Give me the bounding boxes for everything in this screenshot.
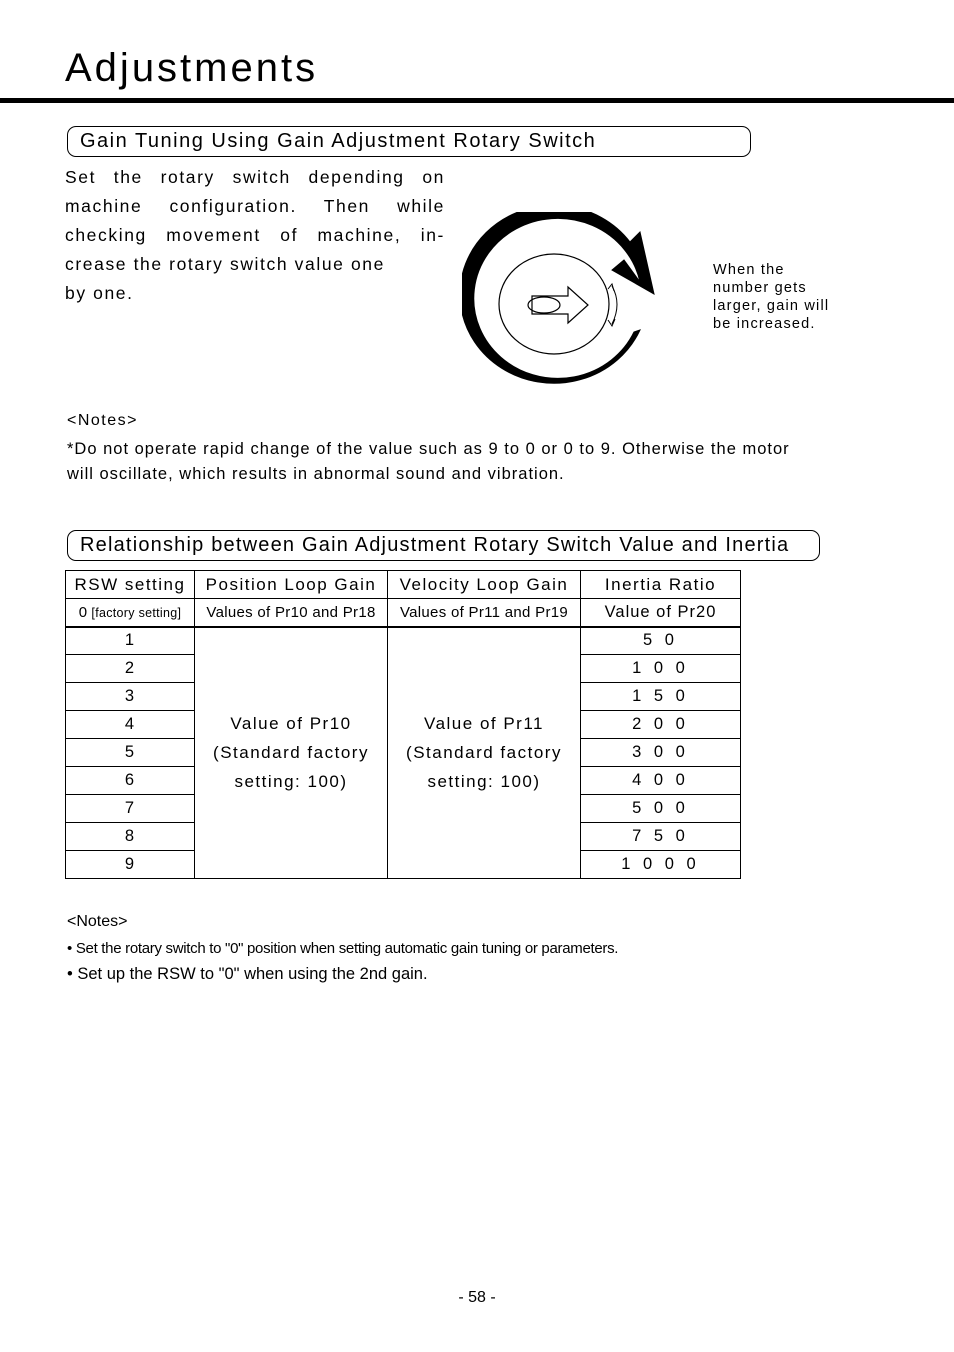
rsw-cell: 9	[66, 851, 195, 879]
intro-line-text: checking movement of machine, in-	[65, 225, 445, 245]
intro-line	[65, 192, 445, 221]
table-row	[66, 599, 741, 627]
rsw-cell: 2	[66, 655, 195, 683]
inertia-cell: 2 0 0	[581, 711, 741, 739]
dial-note-line: number gets	[713, 280, 807, 296]
rotation-double-arrow-icon	[612, 286, 617, 324]
merged-line: (Standard factory	[213, 743, 369, 763]
header-inertia-ratio: Inertia Ratio	[581, 571, 741, 599]
merged-line: setting: 100)	[427, 772, 541, 792]
header-rsw-setting: RSW setting	[66, 571, 195, 599]
inertia-cell: 1 0 0	[581, 655, 741, 683]
dial-note-line: larger, gain will	[713, 298, 830, 314]
rsw-cell: 7	[66, 795, 195, 823]
rsw-cell: 6	[66, 767, 195, 795]
gain-inertia-table	[65, 570, 741, 879]
rsw-cell: 4	[66, 711, 195, 739]
inertia-cell: 1 5 0	[581, 683, 741, 711]
section-heading-relationship: Relationship between Gain Adjustment Rotary Switch Value and Inertia	[67, 530, 820, 561]
notes-line: will oscillate, which results in abnormal sound and vibration.	[67, 465, 565, 483]
factory-setting-note: [factory setting]	[91, 605, 182, 620]
table-header-row	[66, 571, 741, 599]
inertia-cell: 5 0 0	[581, 795, 741, 823]
intro-line: crease the rotary switch value one	[65, 254, 385, 274]
rsw-cell: 1	[66, 627, 195, 655]
intro-line	[65, 221, 445, 250]
notes-line: *Do not operate rapid change of the value such as 9 to 0 or 0 to 9. Otherwise the motor	[67, 440, 790, 458]
intro-line-text: Set the rotary switch depending on	[65, 167, 445, 187]
inertia-cell: Value of Pr20	[581, 599, 741, 627]
merged-line: Value of Pr10	[230, 714, 352, 734]
position-merged-cell	[195, 627, 388, 879]
rsw-cell: 5	[66, 739, 195, 767]
rsw-cell: 8	[66, 823, 195, 851]
dial-note-line: When the	[713, 262, 785, 278]
velocity-merged-cell	[388, 627, 581, 879]
header-velocity-loop-gain: Velocity Loop Gain	[388, 571, 581, 599]
intro-text	[65, 163, 445, 308]
merged-line: Value of Pr11	[424, 714, 544, 734]
notes-heading: <Notes>	[67, 412, 138, 429]
rotary-switch-diagram	[462, 212, 662, 387]
inertia-cell: 3 0 0	[581, 739, 741, 767]
position-cell: Values of Pr10 and Pr18	[195, 599, 388, 627]
title-rule	[0, 98, 954, 103]
merged-line: (Standard factory	[406, 743, 562, 763]
page-number: - 58 -	[458, 1289, 496, 1306]
rsw-value: 0	[78, 603, 88, 621]
notes-line: • Set up the RSW to "0" when using the 2nd gain.	[67, 965, 428, 983]
intro-line: by one.	[65, 283, 134, 303]
header-position-loop-gain: Position Loop Gain	[195, 571, 388, 599]
intro-line-text: machine configuration. Then while	[65, 196, 445, 216]
section-heading-gain-tuning: Gain Tuning Using Gain Adjustment Rotary Switch	[67, 126, 751, 157]
notes-line: • Set the rotary switch to "0" position when setting automatic gain tuning or parameters.	[67, 940, 619, 957]
inertia-cell: 7 5 0	[581, 823, 741, 851]
notes-heading: <Notes>	[67, 913, 128, 930]
rotation-arrowhead-top	[608, 284, 614, 291]
rsw-cell	[66, 599, 195, 627]
intro-line	[65, 163, 445, 192]
rsw-cell: 3	[66, 683, 195, 711]
merged-line: setting: 100)	[234, 772, 348, 792]
page-title: Adjustments	[65, 46, 319, 90]
table-row	[66, 627, 741, 655]
inertia-cell: 1 0 0 0	[581, 851, 741, 879]
inertia-cell: 4 0 0	[581, 767, 741, 795]
dial-note-line: be increased.	[713, 316, 816, 332]
inertia-cell: 5 0	[581, 627, 741, 655]
dial-note	[713, 261, 829, 333]
notes-body	[67, 437, 790, 487]
velocity-cell: Values of Pr11 and Pr19	[388, 599, 581, 627]
